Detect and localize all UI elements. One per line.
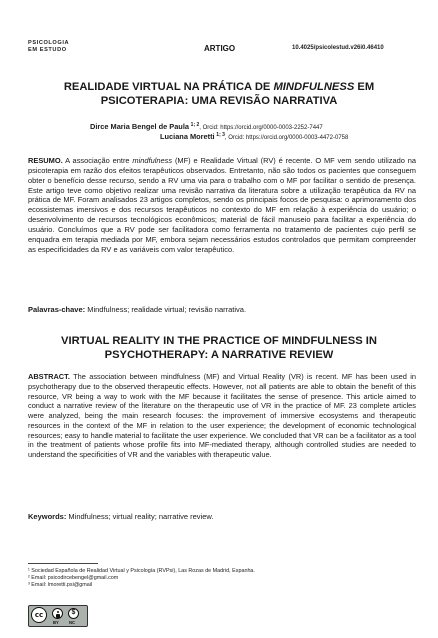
abstract-portuguese: [28, 156, 416, 254]
journal-name-line2: EM ESTUDO: [28, 46, 67, 53]
journal-name-line1: PSICOLOGIA: [28, 40, 70, 46]
abstract-english: [28, 372, 416, 460]
journal-logo: [28, 40, 69, 53]
keywords-label: Keywords:: [28, 512, 67, 521]
keywords-english: [28, 512, 416, 521]
author-orcid[interactable]: , Orcid: https://orcid.org/0000-0003-2252-7447: [199, 125, 323, 131]
abstract-label: ABSTRACT.: [28, 372, 70, 381]
keywords-text: Mindfulness; realidade virtual; revisão narrativa.: [85, 305, 247, 314]
author-affiliation-sup: 1; 2: [190, 122, 200, 128]
footnote-item[interactable]: ² Email: psicodircebengel@gmail.com: [28, 575, 119, 581]
attribution-icon: [52, 608, 63, 619]
author-orcid[interactable]: , Orcid: https://orcid.org/0000-0003-4472-0758: [224, 135, 349, 141]
title-portuguese: [30, 80, 408, 108]
keywords-label: Palavras-chave:: [28, 305, 86, 314]
abstract-text: A associação entre: [62, 156, 133, 165]
title-en-line1: VIRTUAL REALITY IN THE PRACTICE OF MINDFULNESS IN: [61, 335, 377, 347]
title-pt-emphasis: MINDFULNESS: [273, 81, 355, 93]
license-by-label: BY: [53, 620, 59, 625]
author-name: Luciana Moretti: [160, 132, 215, 141]
abstract-emphasis: mindfulness: [132, 156, 173, 165]
noncommercial-icon: [68, 608, 79, 619]
creative-commons-icon[interactable]: [28, 605, 88, 627]
footnote-divider: [28, 563, 98, 564]
keywords-portuguese: [28, 305, 416, 314]
doi[interactable]: 10.4025/psicolestud.v26i0.46410: [292, 45, 384, 51]
author-name: Dirce Maria Bengel de Paula: [90, 122, 189, 131]
footnote-item: ¹ Sociedad Española de Realidad Virtual y Psicología (RVPsi), Las Rozas de Madrid, Espanha.: [28, 568, 255, 574]
footnotes: [28, 568, 255, 589]
abstract-text: (MF) e Realidade Virtual (RV) é recente. O MF vem sendo utilizado na psicoterapia em razão dos efeitos terapêuticos observados. Entretanto, não são todos os pacientes que conseguem obter o benefício desse recurso, sendo a RV uma via para o trabalho com o MF por facilitar o sentido de presença. Este artigo teve como objetivo realizar uma revisão narrativa da literatura sobre a utilização terapêutica da RV na prática de MF. Foram analisados 23 artigos completos, sendo os principais focos de pesquisa: o aprimoramento dos ecossistemas imersivos e dos recursos terapêuticos no contexto do MF em relação à experiência do usuário; o desenvolvimento de recursos tecnológicos econômicos; material de fácil manuseio para facilitar a experiência do usuário. Concluímos que a RV pode ser facilitadora como ferramenta no tratamento de pacientes cujo perfil se enquadra em terapia mediada por MF, embora sejam necessários estudos controlados que permitam compreender as especificidades da RV e as variáveis com valor terapêutico.: [28, 156, 416, 254]
abstract-label: RESUMO.: [28, 156, 63, 165]
keywords-text: Mindfulness; virtual reality; narrative review.: [66, 512, 214, 521]
section-label: ARTIGO: [204, 44, 236, 53]
title-pt-part: REALIDADE VIRTUAL NA PRÁTICA DE: [63, 81, 274, 93]
abstract-text: The association between mindfulness (MF) and Virtual Reality (VR) is recent. MF has been used in psychotherapy due to the observed therapeutic effects. However, not all patients are able to obtain the benefit of this resource, VR being a way to work with the MF because it facilitates the sense of presence. This article aimed to conduct a narrative review of the literature on the therapeutic use of VR in the practice of MF. 23 complete articles were analyzed, being the main research focuses: the improvement of immersive ecosystems and therapeutic resources in the context of the MF in relation to the user experience; the development of economic technological resources; easy to handle material to facilitate the user experience. We concluded that VR can be a facilitator as a tool in the treatment of patients whose profile fits into MF-mediated therapy, although controlled studies are needed to understand the specificities of VR and the variables with therapeutic value.: [28, 372, 416, 459]
cc-logo-icon: cc: [31, 607, 47, 623]
footnote-item[interactable]: ³ Email: lmoretti.psi@gmail: [28, 582, 93, 588]
title-pt-line2: PSICOTERAPIA: UMA REVISÃO NARRATIVA: [100, 95, 338, 107]
title-pt-part: EM: [354, 81, 375, 93]
author-entry: [160, 130, 348, 144]
title-en-line2: PSYCHOTHERAPY: A NARRATIVE REVIEW: [104, 349, 334, 361]
author-affiliation-sup: 1; 3: [216, 132, 225, 138]
title-english: [30, 334, 408, 362]
license-nc-label: NC: [69, 620, 76, 625]
